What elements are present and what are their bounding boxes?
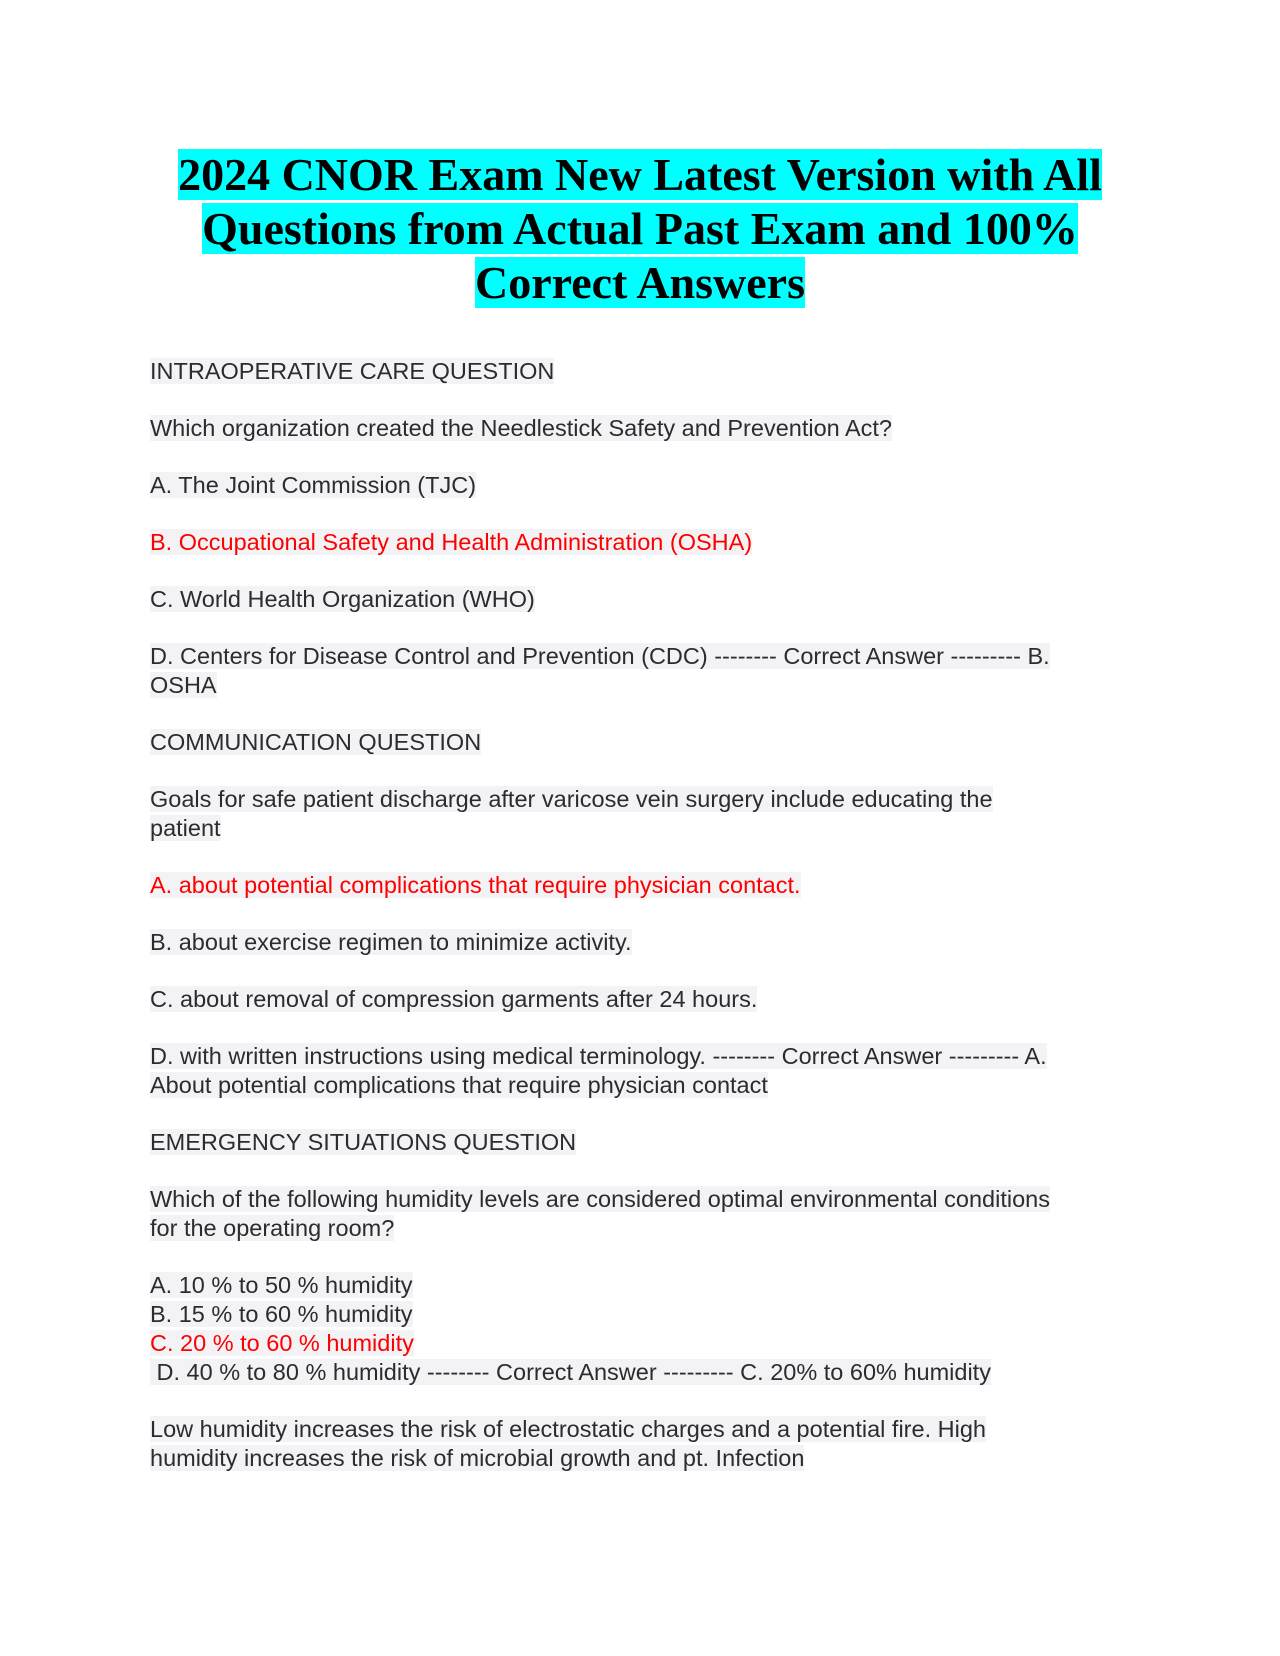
section-heading-communication: COMMUNICATION QUESTION [150,729,482,755]
question-text-line-2: for the operating room? [150,1215,395,1241]
answer-continuation: About potential complications that require physician contact [150,1072,768,1098]
answer-continuation: OSHA [150,672,217,698]
title-line-1: 2024 CNOR Exam New Latest Version with All [178,149,1102,200]
option-a-correct: A. about potential complications that require physician contact. [150,872,801,898]
title-line-3: Correct Answers [475,257,805,308]
option-c: C. World Health Organization (WHO) [150,586,535,612]
option-c-correct: C. 20 % to 60 % humidity [150,1330,414,1356]
option-d-with-answer: D. Centers for Disease Control and Prevention (CDC) -------- Correct Answer --------- B. [150,643,1050,669]
question-text: Which organization created the Needlestick Safety and Prevention Act? [150,415,892,441]
option-b: B. 15 % to 60 % humidity [150,1301,413,1327]
title-line-2: Questions from Actual Past Exam and 100% [202,203,1078,254]
option-a: A. The Joint Commission (TJC) [150,472,477,498]
question-text-line-1: Goals for safe patient discharge after varicose vein surgery include educating the [150,786,993,812]
document-title [150,148,1130,310]
rationale-line-1: Low humidity increases the risk of electrostatic charges and a potential fire. High [150,1416,986,1442]
section-heading-emergency: EMERGENCY SITUATIONS QUESTION [150,1129,577,1155]
option-b-correct: B. Occupational Safety and Health Administration (OSHA) [150,529,753,555]
option-a: A. 10 % to 50 % humidity [150,1272,413,1298]
option-b: B. about exercise regimen to minimize activity. [150,929,632,955]
rationale-line-2: humidity increases the risk of microbial growth and pt. Infection [150,1445,805,1471]
question-text-line-1: Which of the following humidity levels are considered optimal environmental conditions [150,1186,1050,1212]
question-text-line-2: patient [150,815,221,841]
option-d-with-answer: D. with written instructions using medical terminology. -------- Correct Answer --------- A. [150,1043,1047,1069]
option-d-with-answer: D. 40 % to 80 % humidity -------- Correct Answer --------- C. 20% to 60% humidity [150,1359,991,1385]
option-c: C. about removal of compression garments after 24 hours. [150,986,758,1012]
section-heading-intraoperative: INTRAOPERATIVE CARE QUESTION [150,358,555,384]
